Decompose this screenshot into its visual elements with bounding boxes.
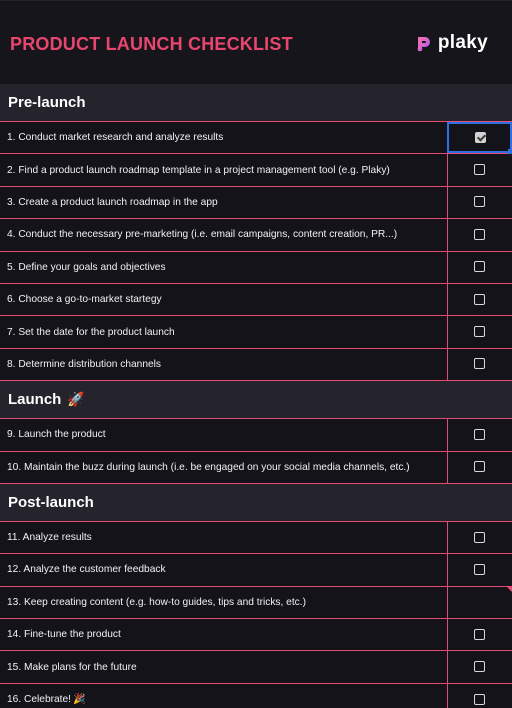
task-label: 3. Create a product launch roadmap in the app xyxy=(7,196,218,208)
task-cell[interactable] xyxy=(7,522,92,553)
task-label: 12. Analyze the customer feedback xyxy=(7,564,166,576)
unchecked-checkbox[interactable] xyxy=(474,294,485,305)
task-cell[interactable] xyxy=(7,587,306,618)
unchecked-checkbox[interactable] xyxy=(474,661,485,672)
checkbox-cell[interactable] xyxy=(447,219,512,250)
task-cell[interactable] xyxy=(7,651,137,682)
task-cell[interactable] xyxy=(7,122,223,153)
table-row xyxy=(0,587,512,619)
task-label: 5. Define your goals and objectives xyxy=(7,261,166,273)
task-cell[interactable] xyxy=(7,452,410,483)
task-cell[interactable] xyxy=(7,219,397,250)
task-label: 6. Choose a go-to-market startegy xyxy=(7,294,162,306)
table-row xyxy=(0,619,512,651)
checkbox-cell[interactable] xyxy=(447,316,512,347)
table-row xyxy=(0,651,512,683)
table-row xyxy=(0,349,512,381)
task-label: 1. Conduct market research and analyze results xyxy=(7,132,224,144)
plaky-logo xyxy=(414,32,488,54)
unchecked-checkbox[interactable] xyxy=(474,629,485,640)
checkbox-cell[interactable] xyxy=(447,522,512,553)
section-header-pre-launch xyxy=(0,84,512,122)
checkbox-cell[interactable] xyxy=(447,122,512,153)
unchecked-checkbox[interactable] xyxy=(474,564,485,575)
task-label: 7. Set the date for the product launch xyxy=(7,326,175,338)
task-cell[interactable] xyxy=(7,154,390,185)
task-cell[interactable] xyxy=(7,619,121,650)
checkbox-cell[interactable] xyxy=(447,452,512,483)
rocket-icon: 🚀 xyxy=(67,391,85,408)
party-popper-icon: 🎉 xyxy=(73,694,86,706)
task-label: 11. Analyze results xyxy=(7,532,92,544)
checked-checkbox[interactable] xyxy=(475,132,486,143)
table-row xyxy=(0,187,512,219)
table-row xyxy=(0,154,512,186)
checkbox-cell[interactable] xyxy=(447,619,512,650)
unchecked-checkbox[interactable] xyxy=(474,261,485,272)
task-label: 8. Determine distribution channels xyxy=(7,358,162,370)
checkbox-cell[interactable] xyxy=(447,651,512,682)
task-label: 15. Make plans for the future xyxy=(7,661,137,673)
section-label: Pre-launch xyxy=(8,94,86,111)
table-row xyxy=(0,452,512,484)
unchecked-checkbox[interactable] xyxy=(474,196,485,207)
task-label: 10. Maintain the buzz during launch (i.e. be engaged on your social media channels, etc.) xyxy=(7,461,410,473)
table-row xyxy=(0,522,512,554)
checkbox-cell[interactable] xyxy=(447,349,512,380)
task-cell[interactable] xyxy=(7,684,85,708)
section-label: Post-launch xyxy=(8,493,94,511)
task-cell[interactable] xyxy=(7,284,162,315)
task-cell[interactable] xyxy=(7,349,161,380)
table-row xyxy=(0,284,512,316)
unchecked-checkbox[interactable] xyxy=(474,229,485,240)
checkbox-cell[interactable] xyxy=(447,419,512,450)
section-label: Launch xyxy=(8,391,62,409)
logo-wordmark: plaky xyxy=(437,32,488,53)
task-cell[interactable] xyxy=(7,419,106,450)
table-row xyxy=(0,122,512,154)
page-title: PRODUCT LAUNCH CHECKLIST xyxy=(10,34,293,54)
task-cell[interactable] xyxy=(7,187,218,218)
unchecked-checkbox[interactable] xyxy=(474,326,485,337)
checkbox-cell[interactable] xyxy=(447,554,512,585)
task-label: 14. Fine-tune the product xyxy=(7,629,121,641)
checkbox-cell[interactable] xyxy=(447,684,512,708)
task-cell[interactable] xyxy=(7,316,175,347)
unchecked-checkbox[interactable] xyxy=(474,532,485,543)
checkbox-cell[interactable] xyxy=(447,252,512,283)
task-cell[interactable] xyxy=(7,554,166,585)
task-label: 2. Find a product launch roadmap template in a project management tool (e.g. Plaky) xyxy=(7,164,390,176)
unchecked-checkbox[interactable] xyxy=(474,461,485,472)
unchecked-checkbox[interactable] xyxy=(474,429,485,440)
table-row xyxy=(0,219,512,251)
plaky-logo-icon xyxy=(414,33,434,53)
table-row xyxy=(0,554,512,586)
checkbox-cell[interactable] xyxy=(447,187,512,218)
task-label: 16. Celebrate! xyxy=(7,694,71,706)
table-row xyxy=(0,684,512,708)
unchecked-checkbox[interactable] xyxy=(474,358,485,369)
table-row xyxy=(0,419,512,451)
checkbox-cell[interactable] xyxy=(447,154,512,185)
task-label: 13. Keep creating content (e.g. how-to guides, tips and tricks, etc.) xyxy=(7,596,306,608)
task-cell[interactable] xyxy=(7,252,166,283)
checkbox-cell[interactable] xyxy=(447,587,512,618)
unchecked-checkbox[interactable] xyxy=(474,164,485,175)
task-label: 9. Launch the product xyxy=(7,429,106,441)
unchecked-checkbox[interactable] xyxy=(474,694,485,705)
task-label: 4. Conduct the necessary pre-marketing (i.e. email campaigns, content creation, PR...) xyxy=(7,229,398,241)
section-header-post-launch xyxy=(0,484,512,522)
sheet-header xyxy=(0,0,512,84)
table-row xyxy=(0,316,512,348)
section-header-launch xyxy=(0,381,512,419)
checklist-body xyxy=(0,84,512,708)
table-row xyxy=(0,252,512,284)
checkbox-cell[interactable] xyxy=(447,284,512,315)
